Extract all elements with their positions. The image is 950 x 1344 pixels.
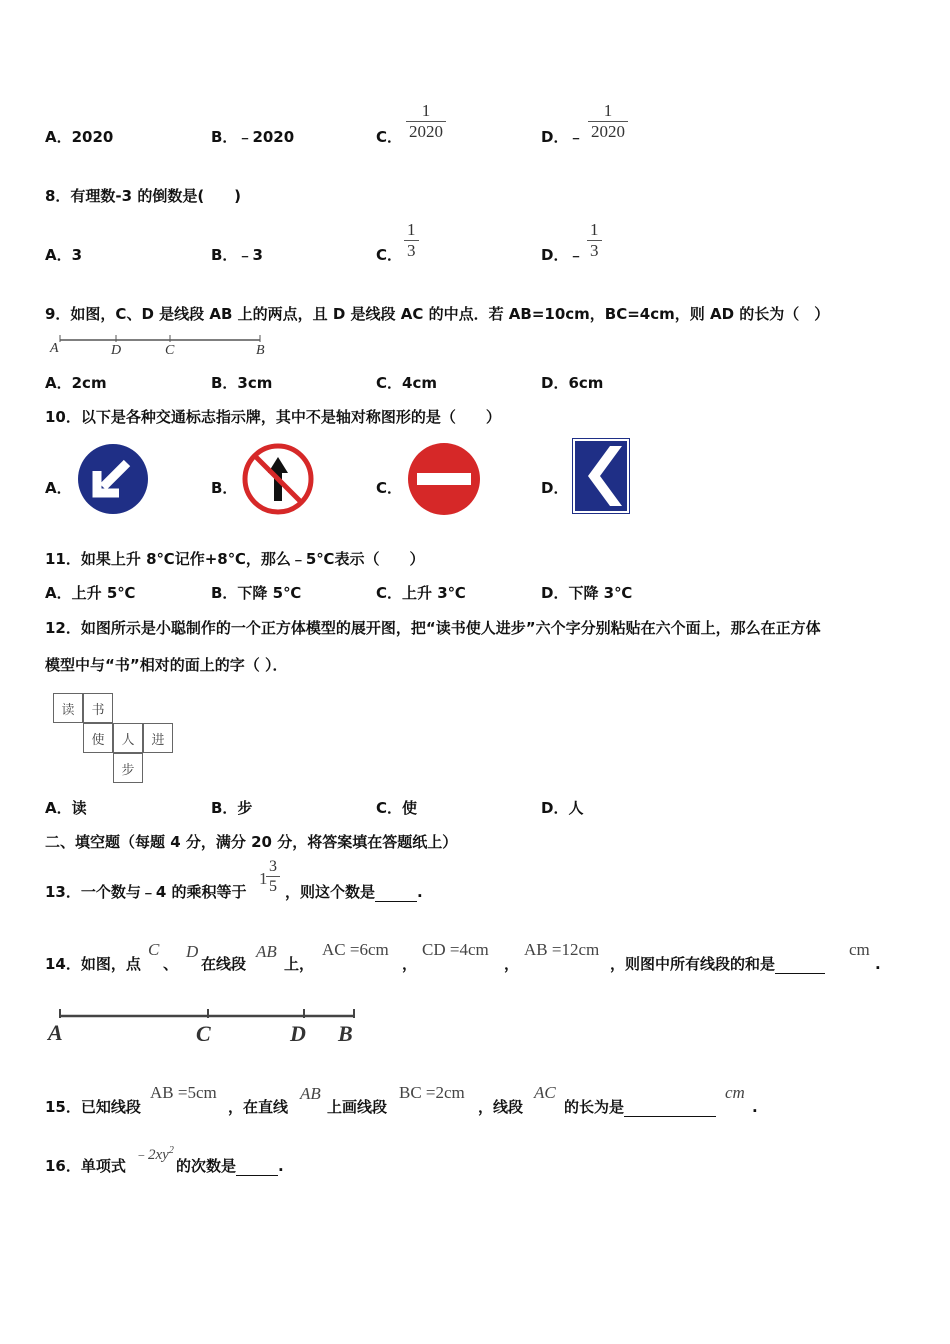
q14-sep: 、 (163, 955, 179, 973)
q16-prefix: 16．单项式 (45, 1157, 126, 1175)
q11-question: 11．如果上升 8℃记作+8℃，那么﹣5℃表示（ ） (45, 550, 425, 568)
q15-mid3: ，线段 (478, 1098, 524, 1116)
q14-mid2: 上， (284, 955, 315, 973)
q8-option-d-fraction: $\frac{1}{3}$ (587, 220, 602, 261)
q14-point-c: C (148, 940, 160, 959)
q15-answer-blank[interactable] (624, 1116, 716, 1117)
q8-option-a[interactable]: A．3 (45, 246, 83, 264)
q13-answer-blank[interactable] (375, 901, 417, 902)
q8-option-b[interactable]: B．﹣3 (211, 246, 263, 264)
q7-option-a[interactable]: A．2020 (45, 128, 114, 146)
cube-face-shi: 使 (83, 723, 113, 753)
q15-mid2: 上画线段 (327, 1098, 388, 1116)
q12-option-b[interactable]: B．步 (211, 799, 253, 817)
q15-mid1: ，在直线 (228, 1098, 289, 1116)
q14-label-d: D (290, 1021, 306, 1046)
q9-label-a: A (50, 341, 59, 356)
q8-option-c[interactable]: C． (376, 246, 403, 264)
q11-option-b[interactable]: B．下降 5℃ (211, 584, 302, 602)
q15-unit: cm (725, 1083, 745, 1102)
q14-answer-blank[interactable] (775, 973, 825, 974)
q11-option-c[interactable]: C．上升 3℃ (376, 584, 466, 602)
q15-suffix: 的长为是 (564, 1097, 716, 1117)
q16-answer-blank[interactable] (236, 1175, 278, 1176)
q13-mixed-fraction: $\frac{3}{5}$ (266, 857, 280, 896)
q10-option-a[interactable]: A． (45, 479, 72, 497)
q16-suffix: 的次数是 . (176, 1157, 284, 1175)
cube-face-shu: 书 (83, 693, 113, 723)
q12-option-a[interactable]: A．读 (45, 799, 87, 817)
q12-question-line2: 模型中与“书”相对的面上的字（ ）． (45, 656, 288, 674)
q14-eq-ab: AB =12cm (524, 940, 600, 959)
q13-suffix: ，则这个数是 . (285, 883, 423, 901)
q15-segment-ac: AC (534, 1083, 556, 1102)
q14-comma-1: ， (402, 955, 418, 973)
q9-label-d: D (111, 343, 122, 358)
sign-no-entry-icon (407, 442, 481, 516)
q7-option-d-fraction: $\frac{1}{2020}$ (588, 101, 628, 142)
q13-prefix: 13．一个数与﹣4 的乘积等于 (45, 883, 247, 901)
q7-option-c[interactable]: C． (376, 128, 403, 146)
section-2-heading: 二、填空题（每题 4 分，满分 20 分，将答案填在答题纸上） (45, 833, 458, 851)
q7-option-b[interactable]: B．﹣2020 (211, 128, 295, 146)
q15-prefix: 15．已知线段 (45, 1098, 141, 1116)
q11-option-d[interactable]: D．下降 3℃ (541, 584, 633, 602)
q8-question: 8．有理数-3 的倒数是( ) (45, 187, 242, 205)
q10-option-b[interactable]: B． (211, 479, 238, 497)
q8-option-c-fraction: $\frac{1}{3}$ (404, 220, 419, 261)
q14-segment-ab: AB (256, 942, 277, 961)
q9-option-d[interactable]: D．6cm (541, 374, 604, 392)
q9-segment-figure (48, 332, 278, 362)
cube-face-du: 读 (53, 693, 83, 723)
q14-unit: cm (849, 940, 870, 959)
q14-mid1: 在线段 (201, 955, 247, 973)
q14-comma-2: ， (504, 955, 520, 973)
q10-option-d[interactable]: D． (541, 479, 569, 497)
q14-eq-ac: AC =6cm (322, 940, 389, 959)
q14-end: . (875, 955, 881, 973)
sign-left-chevron-icon (572, 438, 630, 514)
cube-face-bu: 步 (113, 753, 143, 783)
q8-option-d[interactable]: D．﹣ (541, 246, 584, 264)
q14-label-c: C (196, 1021, 211, 1046)
q12-question-line1: 12．如图所示是小聪制作的一个正方体模型的展开图，把“读书使人进步”六个字分别粘贴在六个面上，那么在正方体 (45, 619, 821, 637)
q7-option-d[interactable]: D．﹣ (541, 128, 584, 146)
q14-suffix: ，则图中所有线段的和是 (610, 954, 825, 974)
q9-option-c[interactable]: C．4cm (376, 374, 437, 392)
q15-end: . (752, 1098, 758, 1116)
q7-option-c-fraction: $\frac{1}{2020}$ (406, 101, 446, 142)
q14-prefix: 14．如图，点 (45, 955, 141, 973)
q11-option-a[interactable]: A．上升 5℃ (45, 584, 136, 602)
q16-monomial: $﹣2xy^2$ (133, 1145, 174, 1163)
q12-option-d[interactable]: D．人 (541, 799, 584, 817)
q14-label-b: B (338, 1021, 353, 1046)
q10-question: 10．以下是各种交通标志指示牌，其中不是轴对称图形的是（ ） (45, 408, 501, 426)
cube-face-ren: 人 (113, 723, 143, 753)
q9-option-a[interactable]: A．2cm (45, 374, 107, 392)
q14-point-d: D (186, 942, 199, 961)
q15-line-ab: AB (300, 1084, 321, 1103)
q9-label-c: C (165, 343, 175, 358)
q15-eq-bc: BC =2cm (399, 1083, 465, 1102)
q9-option-b[interactable]: B．3cm (211, 374, 273, 392)
q15-eq-ab: AB =5cm (150, 1083, 217, 1102)
q12-option-c[interactable]: C．使 (376, 799, 418, 817)
q13-mixed-whole: 1 (259, 869, 268, 888)
q9-question: 9．如图，C、D 是线段 AB 上的两点，且 D 是线段 AC 的中点．若 AB=10cm，BC=4cm，则 AD 的长为（ ） (45, 305, 830, 323)
q9-label-b: B (256, 343, 265, 358)
q14-label-a: A (48, 1020, 63, 1045)
q14-eq-cd: CD =4cm (422, 940, 489, 959)
sign-no-straight-icon (242, 443, 314, 515)
sign-keep-left-icon (77, 443, 149, 515)
cube-face-jin: 进 (143, 723, 173, 753)
q10-option-c[interactable]: C． (376, 479, 403, 497)
